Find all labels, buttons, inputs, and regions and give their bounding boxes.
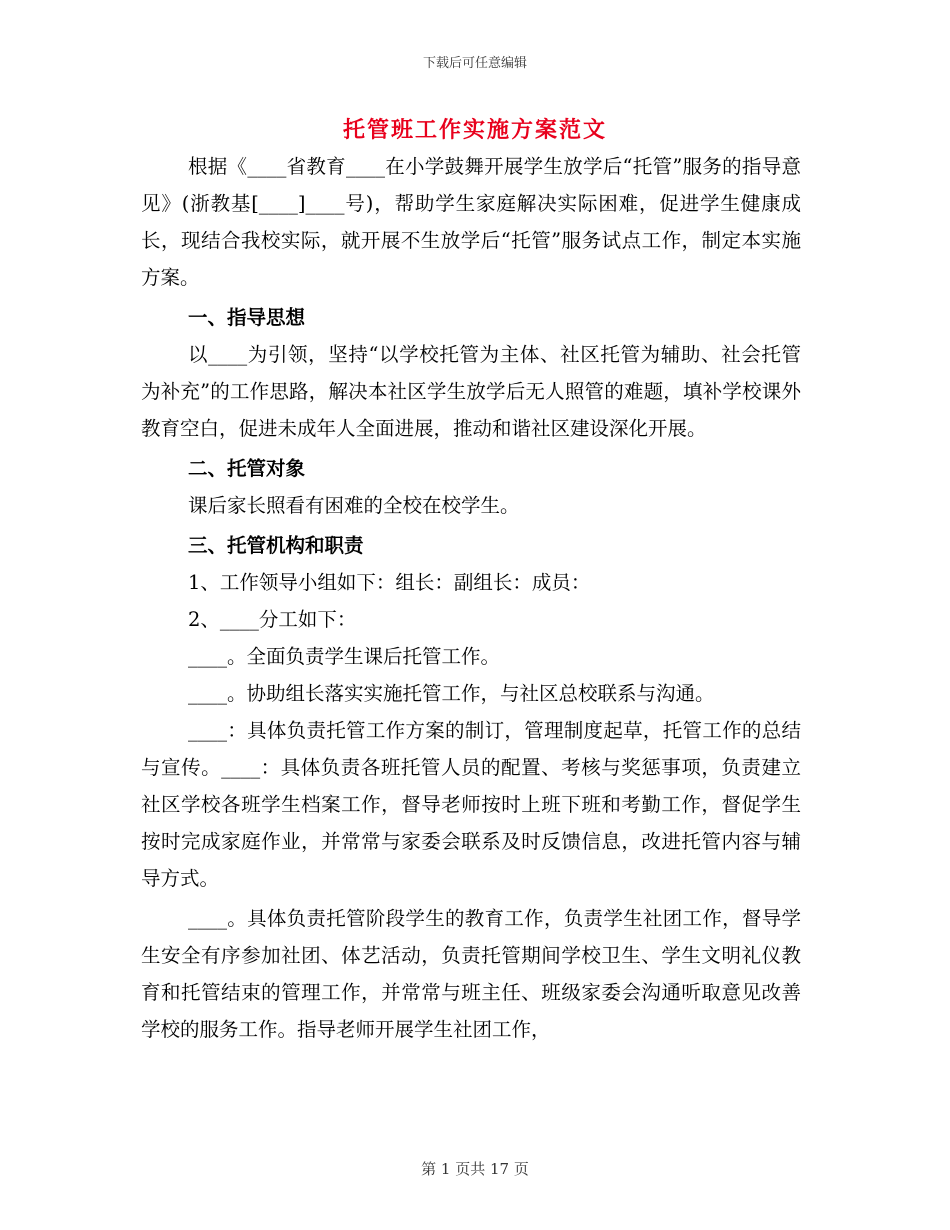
- duty-paragraph: ____：具体负责托管工作方案的制订，管理制度起草，托管工作的总结与宣传。____：具体负责各班托管人员的配置、考核与奖惩事项，负责建立社区学校各班学生档案工作，督导老师按时上班下班和考勤工作，督促学生按时完成家庭作业，并常常与家委会联系及时反馈信息，改进托管内容与辅导方式。: [141, 719, 801, 890]
- page-number: 第 1 页共 17 页: [421, 1160, 529, 1178]
- section-heading-guiding-thought: 一、指导思想: [188, 306, 306, 329]
- list-item-leadership-group: 1、工作领导小组如下：组长：副组长：成员：: [188, 571, 591, 594]
- document-body: [141, 148, 801, 1048]
- duty-paragraph: ____。协助组长落实实施托管工作，与社区总校联系与沟通。: [188, 682, 715, 705]
- list-item-division: 2、____分工如下：: [188, 608, 357, 631]
- section-body-guiding-thought: 以____为引领，坚持“以学校托管为主体、社区托管为辅助、社会托管为补充”的工作思路，解决本社区学生放学后无人照管的难题，填补学校课外教育空白，促进未成年人全面进展，推动和谐社区建设深化开展。: [141, 343, 801, 440]
- header-note: 下载后可任意编辑: [422, 56, 527, 71]
- duty-paragraph: ____。具体负责托管阶段学生的教育工作，负责学生社团工作，督导学生安全有序参加社团、体艺活动，负责托管期间学校卫生、学生文明礼仪教育和托管结束的管理工作，并常常与班主任、班级家委会沟通听取意见改善学校的服务工作。指导老师开展学生社团工作，: [141, 907, 801, 1041]
- section-heading-organization: 三、托管机构和职责: [188, 534, 364, 557]
- intro-paragraph: 根据《____省教育____在小学鼓舞开展学生放学后“托管”服务的指导意见》(浙教基[____]____号)，帮助学生家庭解决实际困难，促进学生健康成长，现结合我校实际，就开展不生放学后“托管”服务试点工作，制定本实施方案。: [141, 155, 801, 289]
- document-title: 托管班工作实施方案范文: [342, 118, 607, 143]
- section-heading-target: 二、托管对象: [188, 457, 306, 480]
- duty-paragraph: ____。全面负责学生课后托管工作。: [188, 645, 501, 668]
- section-body-target: 课后家长照看有困难的全校在校学生。: [188, 494, 520, 517]
